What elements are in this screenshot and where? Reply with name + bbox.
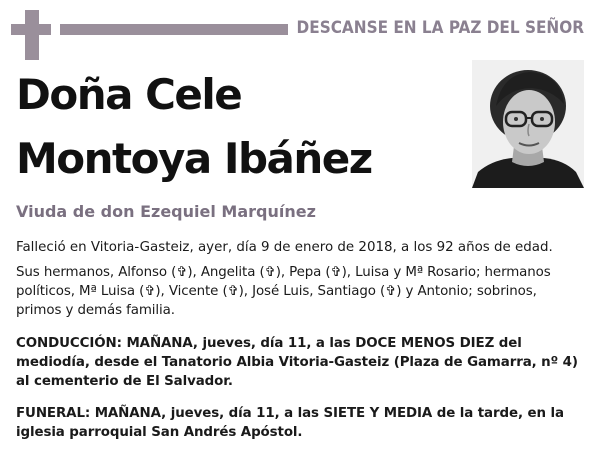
cross-vertical xyxy=(25,10,39,60)
portrait-photo xyxy=(472,60,584,188)
deceased-name-line2: Montoya Ibáñez xyxy=(16,134,372,183)
procession-paragraph: CONDUCCIÓN: MAÑANA, jueves, día 11, a las DOCE MENOS DIEZ del mediodía, desde el Tanatorio Albia Vitoria-Gasteiz (Plaza de Gamarra, nº 4) al cementerio de El Salvador. xyxy=(16,336,578,389)
deceased-subtitle: Viuda de don Ezequiel Marquínez xyxy=(16,202,316,221)
death-notice-paragraph: Falleció en Vitoria-Gasteiz, ayer, día 9 de enero de 2018, a los 92 años de edad. xyxy=(16,240,553,255)
cross-horizontal xyxy=(11,24,51,35)
deceased-name-line1: Doña Cele xyxy=(16,70,242,119)
header-bar xyxy=(60,24,288,35)
family-paragraph: Sus hermanos, Alfonso (✞), Angelita (✞), Pepa (✞), Luisa y Mª Rosario; hermanos políticos, Mª Luisa (✞), Vicente (✞), José Luis, Santiago (✞) y Antonio; sobrinos, primos y demás familia. xyxy=(16,265,551,318)
portrait-photo-icon xyxy=(472,60,584,188)
funeral-paragraph: FUNERAL: MAÑANA, jueves, día 11, a las SIETE Y MEDIA de la tarde, en la iglesia parroquial San Andrés Apóstol. xyxy=(16,406,564,440)
header-text: DESCANSE EN LA PAZ DEL SEÑOR xyxy=(296,18,584,38)
